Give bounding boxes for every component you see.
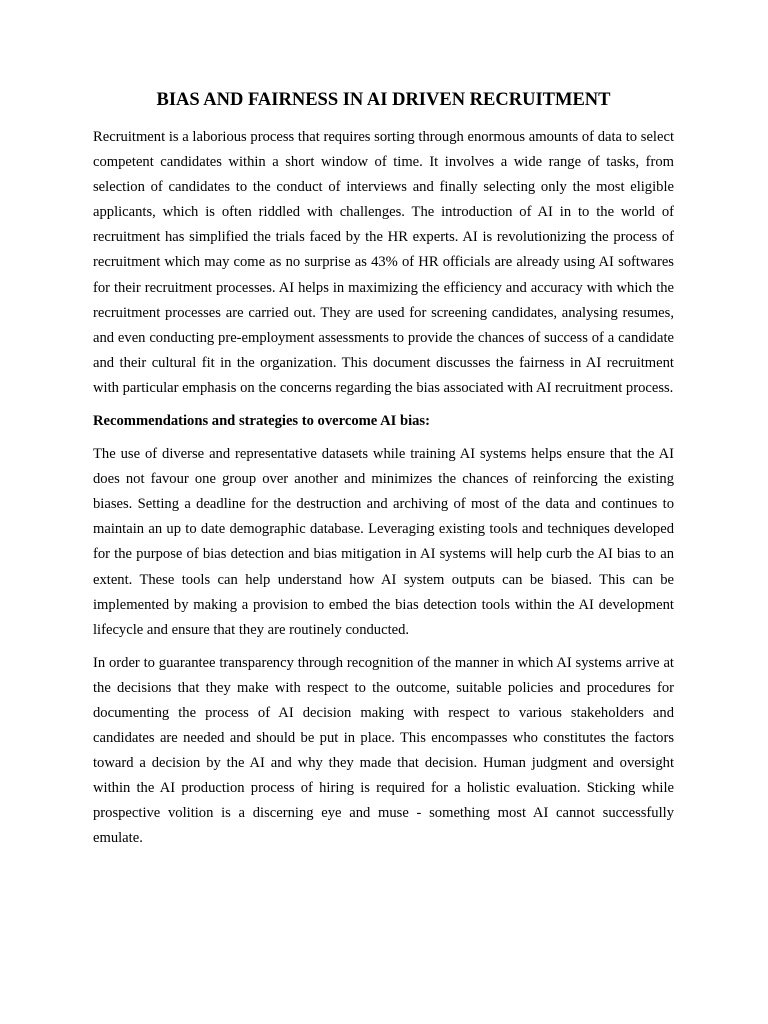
intro-paragraph: Recruitment is a laborious process that requires sorting through enormous amounts of data to select competent candidates within a short window of time. It involves a wide range of tasks, from selection of candidates to the conduct of interviews and finally selecting only the most eligible applicants, which is often riddled with challenges. The introduction of AI in to the world of recruitment has simplified the trials faced by the HR experts. AI is revolutionizing the process of recruitment which may come as no surprise as 43% of HR officials are already using AI softwares for their recruitment processes. AI helps in maximizing the efficiency and accuracy with which the recruitment processes are carried out. They are used for screening candidates, analysing resumes, and even conducting pre-employment assessments to provide the chances of success of a candidate and their cultural fit in the organization. This document discusses the fairness in AI recruitment with particular emphasis on the concerns regarding the bias associated with AI recruitment process.: [93, 129, 674, 396]
section-paragraph-transparency: In order to guarantee transparency through recognition of the manner in which AI systems arrive at the decisions that they make with respect to the outcome, suitable policies and procedures for documenting the process of AI decision making with respect to various stakeholders and candidates are needed and should be put in place. This encompasses who constitutes the factors toward a decision by the AI and why they made that decision. Human judgment and oversight within the AI production process of hiring is required for a holistic evaluation. Sticking while prospective volition is a discerning eye and muse - something most AI cannot successfully emulate.: [93, 654, 674, 847]
document-body: [93, 88, 674, 860]
document-title: BIAS AND FAIRNESS IN AI DRIVEN RECRUITMENT: [156, 90, 611, 110]
section-heading: Recommendations and strategies to overcome AI bias:: [93, 413, 430, 430]
section-paragraph-datasets: The use of diverse and representative datasets while training AI systems helps ensure that the AI does not favour one group over another and minimizes the chances of reinforcing the existing biases. Setting a deadline for the destruction and archiving of most of the data and continues to maintain an up to date demographic database. Leveraging existing tools and techniques developed for the purpose of bias detection and bias mitigation in AI systems will help curb the AI bias to an extent. These tools can help understand how AI system outputs can be biased. This can be implemented by making a provision to embed the bias detection tools within the AI development lifecycle and ensure that they are routinely conducted.: [93, 446, 674, 638]
